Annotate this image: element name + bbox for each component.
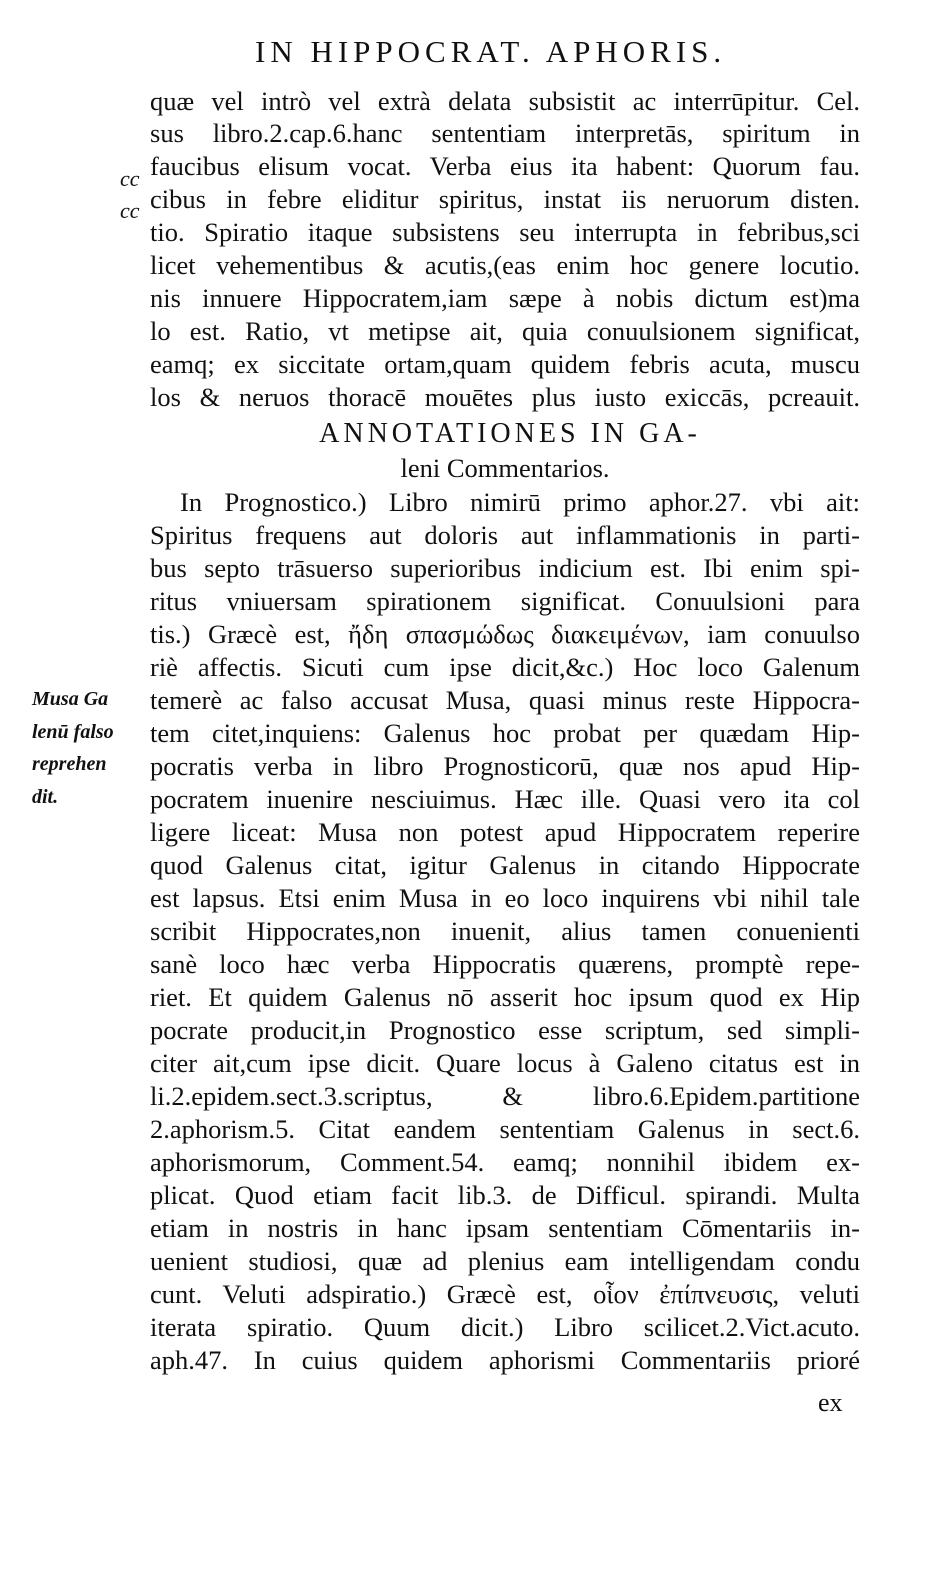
text-line: tem citet,inquiens: Galenus hoc probat per quædam Hip- <box>150 718 860 748</box>
text-line: Spiritus frequens aut doloris aut inflammationis in parti- <box>150 520 860 550</box>
text-line: 2.aphorism.5. Citat eandem sententiam Galenus in sect.6. <box>150 1114 860 1144</box>
text-line: tio. Spiratio itaque subsistens seu interrupta in febribus,sci <box>150 217 860 247</box>
text-line: scribit Hippocrates,non inuenit, alius tamen conuenienti <box>150 916 860 946</box>
text-line: In Prognostico.) Libro nimirū primo aphor.27. vbi ait: <box>180 487 860 517</box>
text-line: riet. Et quidem Galenus nō asserit hoc ipsum quod ex Hip <box>150 982 860 1012</box>
text-line: ligere liceat: Musa non potest apud Hippocratem reperire <box>150 817 860 847</box>
text-line: nis innuere Hippocratem,iam sæpe à nobis dictum est)ma <box>150 283 860 313</box>
marginal-note-line: dit. <box>32 785 59 808</box>
text-line: los & neruos thoracē mouētes plus iusto exiccās, pcreauit. <box>150 382 860 412</box>
text-line: licet vehementibus & acutis,(eas enim hoc genere locutio. <box>150 250 860 280</box>
catchword: ex <box>818 1388 843 1417</box>
text-line: aph.47. In cuius quidem aphorismi Commentariis prioré <box>150 1345 860 1375</box>
text-line: riè affectis. Sicuti cum ipse dicit,&c.) Hoc loco Galenum <box>150 652 860 682</box>
text-line: sanè loco hæc verba Hippocratis quærens, promptè repe- <box>150 949 860 979</box>
marginal-note-line: reprehen <box>32 753 107 775</box>
text-line: etiam in nostris in hanc ipsam sententiam Cōmentariis in- <box>150 1213 860 1243</box>
marginal-note-line: Musa Ga <box>32 688 109 710</box>
text-line: cibus in febre eliditur spiritus, instat iis neruorum disten. <box>150 184 860 214</box>
text-line: temerè ac falso accusat Musa, quasi minus reste Hippocra- <box>150 685 860 715</box>
text-line: bus septo trāsuerso superioribus indicium est. Ibi enim spi- <box>150 553 860 583</box>
text-line: quæ vel intrò vel extrà delata subsistit ac interrūpitur. Cel. <box>150 86 860 116</box>
margin-quote-marker: cc <box>120 198 140 223</box>
marginal-note <box>32 683 150 813</box>
text-line: quod Galenus citat, igitur Galenus in citando Hippocrate <box>150 850 860 880</box>
text-line: eamq; ex siccitate ortam,quam quidem febris acuta, muscu <box>150 349 860 379</box>
text-line: pocratem inuenire nesciuimus. Hæc ille. Quasi vero ita col <box>150 784 860 814</box>
text-line: iterata spiratio. Quum dicit.) Libro scilicet.2.Vict.acuto. <box>150 1312 860 1342</box>
text-line: tis.) Græcè est, ἤδη σπασμώδως διακειμένων, iam conuulso <box>150 619 860 649</box>
text-line: sus libro.2.cap.6.hanc sententiam interpretās, spiritum in <box>150 118 860 148</box>
text-line: citer ait,cum ipse dicit. Quare locus à Galeno citatus est in <box>150 1048 860 1078</box>
marginal-note-line: lenū falso <box>32 720 114 743</box>
text-line: faucibus elisum vocat. Verba eius ita habent: Quorum fau. <box>150 151 860 181</box>
text-line: est lapsus. Etsi enim Musa in eo loco inquirens vbi nihil tale <box>150 883 860 913</box>
margin-quote-marker: cc <box>120 166 140 191</box>
text-line: pocrate producit,in Prognostico esse scriptum, sed simpli- <box>150 1015 860 1045</box>
text-line: plicat. Quod etiam facit lib.3. de Difficul. spirandi. Multa <box>150 1180 860 1210</box>
text-line: uenient studiosi, quæ ad plenius eam intelligendam condu <box>150 1246 860 1276</box>
text-line: ritus vniuersam spirationem significat. Conuulsioni para <box>150 586 860 616</box>
text-line: lo est. Ratio, vt metipse ait, quia conuulsionem significat, <box>150 316 860 346</box>
text-line: li.2.epidem.sect.3.scriptus, & libro.6.Epidem.partitione <box>150 1081 860 1111</box>
running-head: IN HIPPOCRAT. APHORIS. <box>255 34 727 69</box>
section-title: ANNOTATIONES IN GA- <box>319 418 701 449</box>
text-line: pocratis verba in libro Prognosticorū, quæ nos apud Hip- <box>150 751 860 781</box>
text-line: cunt. Veluti adspiratio.) Græcè est, οἷον ἐπίπνευσις, veluti <box>150 1279 860 1309</box>
text-line: aphorismorum, Comment.54. eamq; nonnihil ibidem ex- <box>150 1147 860 1177</box>
section-subtitle: leni Commentarios. <box>400 453 610 483</box>
